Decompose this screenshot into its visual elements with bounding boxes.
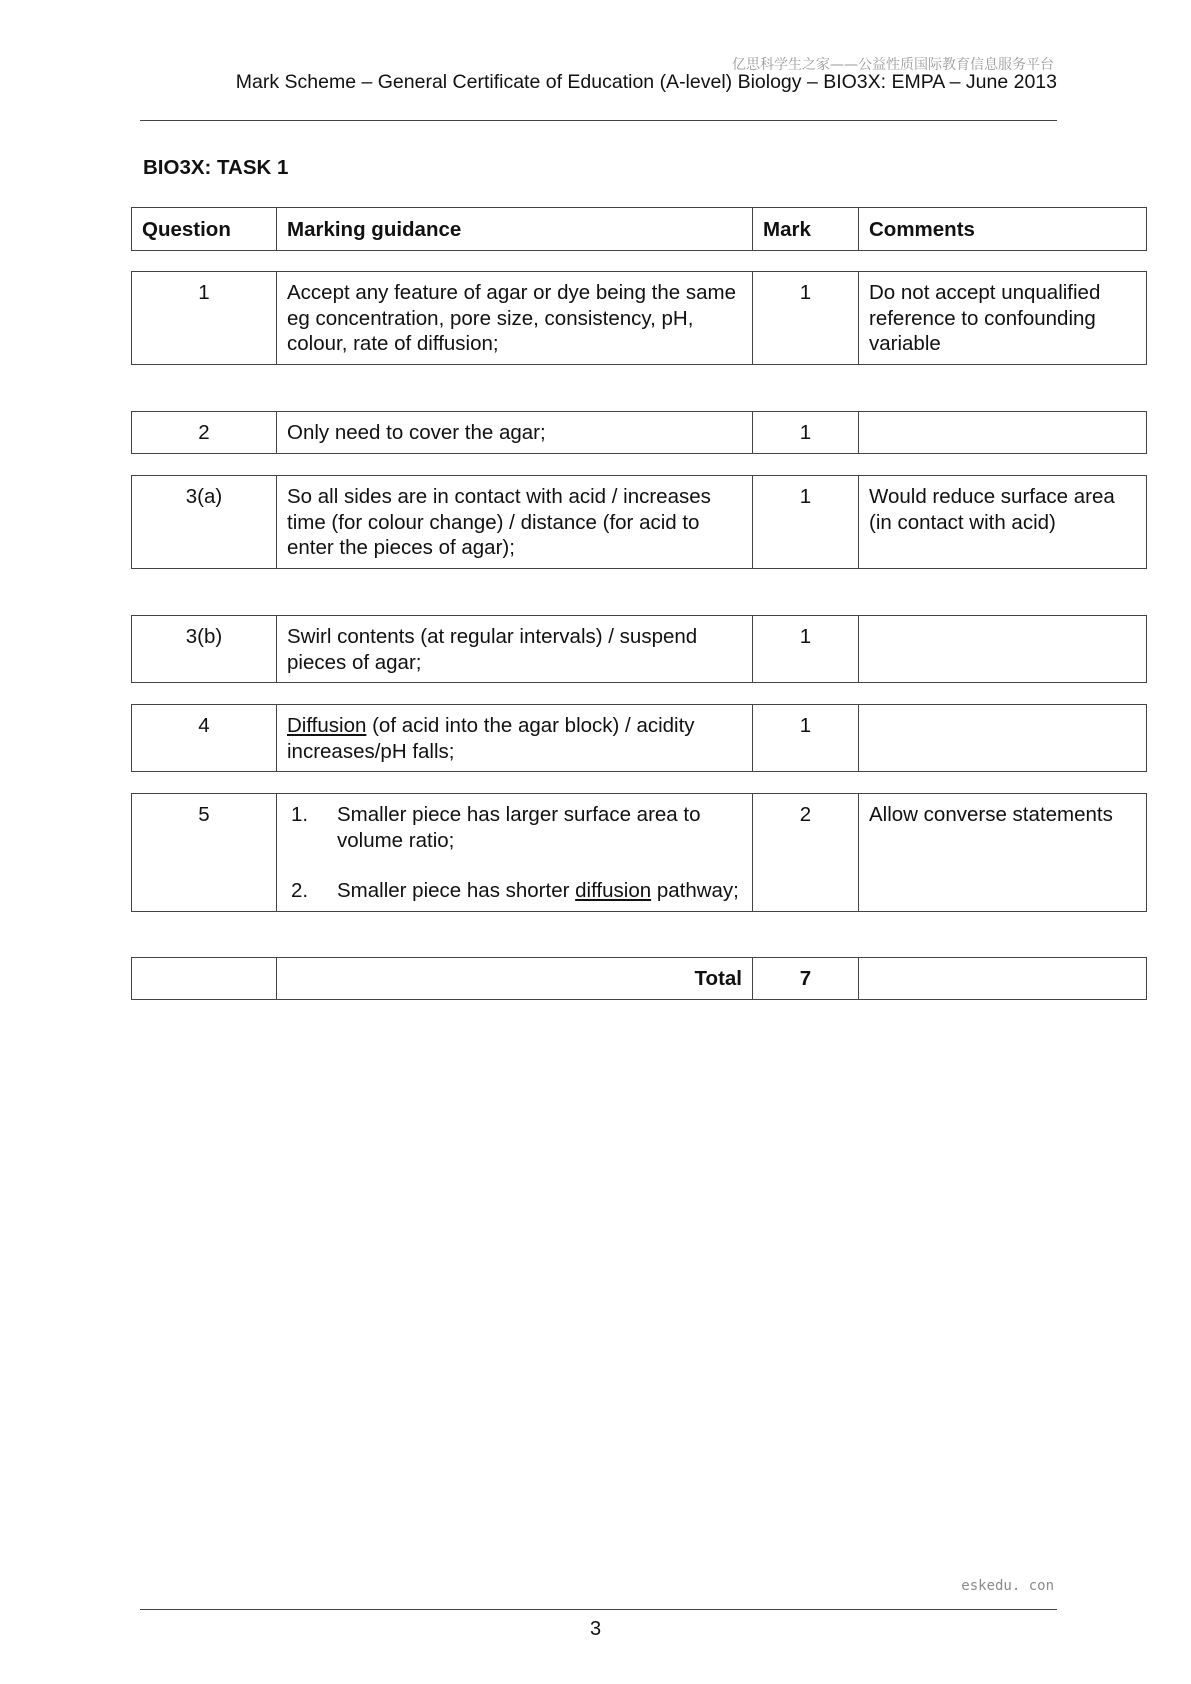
question-number: 4 [132,705,277,772]
mark-value: 1 [753,412,859,454]
mark-value: 2 [753,794,859,912]
underlined-term: diffusion [575,879,652,902]
comments [859,705,1147,772]
column-header-comments: Comments [859,208,1147,251]
table-row [131,271,1147,365]
header-rule [140,120,1057,121]
point-text: Smaller piece has larger surface area to volume ratio; [337,803,701,852]
section-title: BIO3X: TASK 1 [143,156,289,179]
total-row [131,957,1147,1000]
mark-value: 1 [753,272,859,365]
page-number: 3 [589,1618,602,1640]
column-header-mark: Mark [753,208,859,251]
watermark-bottom: eskedu. con [961,1578,1054,1594]
point-number: 1. [291,803,309,826]
comments [859,412,1147,454]
numbered-point [287,802,742,853]
underlined-term: Diffusion [287,714,367,737]
question-number: 1 [132,272,277,365]
empty-cell [859,958,1147,1000]
comments: Would reduce surface area (in contact with acid) [859,476,1147,569]
marking-guidance [277,705,753,772]
column-header-question: Question [132,208,277,251]
empty-cell [132,958,277,1000]
question-number: 5 [132,794,277,912]
question-number: 3(a) [132,476,277,569]
mark-value: 1 [753,616,859,683]
table-row [131,793,1147,912]
table-row [131,475,1147,569]
point-number: 2. [291,879,309,902]
total-value: 7 [753,958,859,1000]
table-row [131,411,1147,454]
table-header [131,207,1147,251]
guidance-line: Accept any feature of agar or dye being the same [287,281,736,304]
column-header-guidance: Marking guidance [277,208,753,251]
question-number: 2 [132,412,277,454]
question-number: 3(b) [132,616,277,683]
guidance-text: (of acid into the agar block) / acidity increases/pH falls; [287,714,695,763]
guidance-line: eg concentration, pore size, consistency, pH, colour, rate of diffusion; [287,306,694,355]
mark-value: 1 [753,476,859,569]
watermark-top: 亿思科学生之家——公益性质国际教育信息服务平台 [732,57,1054,73]
comments [859,616,1147,683]
table-row [131,704,1147,772]
numbered-point [287,878,742,904]
marking-guidance: Swirl contents (at regular intervals) / suspend pieces of agar; [277,616,753,683]
mark-value: 1 [753,705,859,772]
marking-guidance: So all sides are in contact with acid / increases time (for colour change) / distance (for acid to enter the pieces of agar); [277,476,753,569]
page-header: Mark Scheme – General Certificate of Education (A-level) Biology – BIO3X: EMPA – June 2013 [235,71,1057,93]
comments: Do not accept unqualified reference to confounding variable [859,272,1147,365]
footer-rule [140,1609,1057,1610]
marking-guidance: Only need to cover the agar; [277,412,753,454]
marking-guidance [277,794,753,912]
table-row [131,615,1147,683]
marking-guidance [277,272,753,365]
total-label: Total [277,958,753,1000]
point-text: Smaller piece has shorter diffusion pathway; [337,879,739,902]
comments: Allow converse statements [859,794,1147,912]
